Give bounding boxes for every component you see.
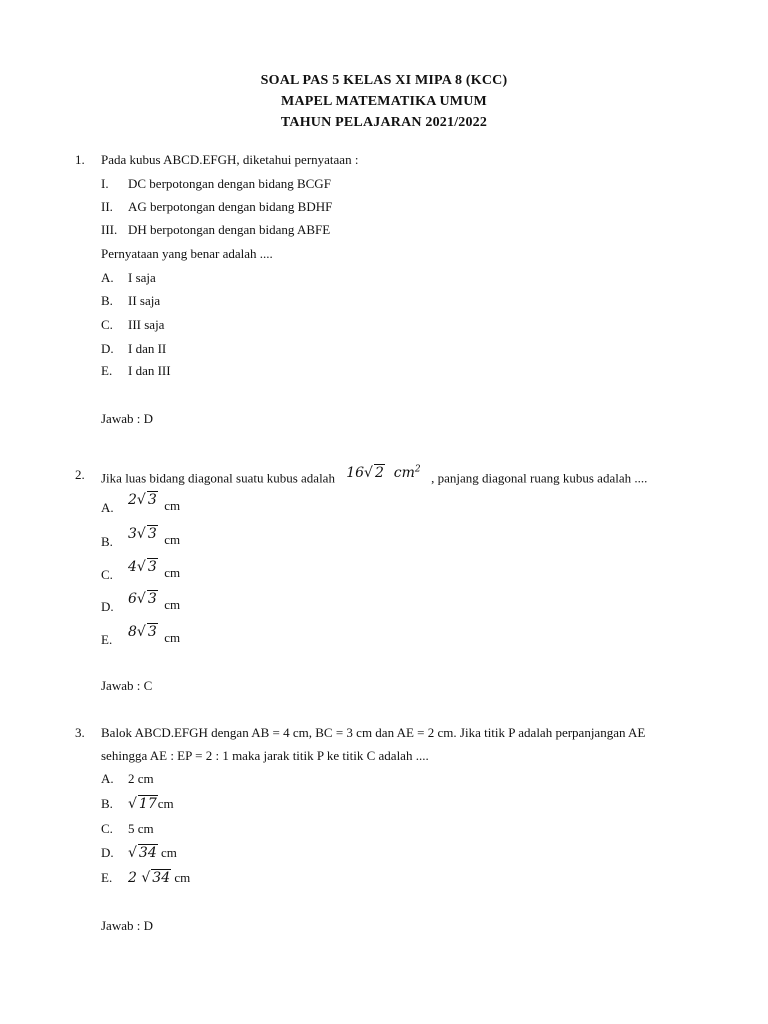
option-unit: cm: [161, 845, 177, 860]
question-number: 1.: [75, 152, 85, 167]
sqrt-symbol: √ 3: [136, 526, 157, 542]
option-text: 2 cm: [128, 771, 154, 786]
math-coefficient: 6: [128, 591, 137, 607]
prompt-text: Pernyataan yang benar adalah ....: [101, 246, 273, 261]
math-coefficient: 2: [128, 492, 137, 508]
answer-text: Jawab : D: [101, 918, 153, 933]
statement-label: I.: [101, 176, 109, 191]
header-title: SOAL PAS 5 KELAS XI MIPA 8 (KCC): [260, 73, 508, 88]
math-coefficient: 8: [128, 624, 137, 640]
option-label: E.: [101, 870, 113, 885]
option-unit: cm: [164, 630, 181, 645]
option-label: E.: [101, 363, 113, 378]
sqrt-symbol: √ 3: [136, 559, 157, 575]
sqrt-symbol: √ 17: [128, 796, 157, 812]
option-label: B.: [101, 534, 113, 549]
option-math: [128, 796, 174, 812]
math-unit: cm: [393, 464, 415, 481]
option-unit: cm: [164, 498, 181, 513]
option-unit: cm: [157, 796, 174, 811]
math-radicand: 34: [152, 870, 171, 886]
option-text: II saja: [128, 293, 161, 308]
option-label: D.: [101, 341, 114, 356]
header-subject: MAPEL MATEMATIKA UMUM: [281, 94, 487, 109]
option-unit: cm: [164, 597, 181, 612]
statement-text: AG berpotongan dengan bidang BDHF: [128, 199, 333, 214]
option-label: C.: [101, 567, 113, 582]
question-stem: [101, 464, 648, 487]
sqrt-symbol: √ 3: [136, 492, 157, 508]
stem-text-after: , panjang diagonal ruang kubus adalah ....: [431, 470, 648, 486]
question-stem-line-1: Balok ABCD.EFGH dengan AB = 4 cm, BC = 3 cm dan AE = 2 cm. Jika titik P adalah perpanjangan AE: [101, 725, 646, 740]
statement-text: DC berpotongan dengan bidang BCGF: [128, 176, 331, 191]
math-exponent: 2: [414, 464, 421, 474]
sqrt-symbol: √ 34: [128, 845, 157, 861]
option-label: D.: [101, 599, 114, 614]
sqrt-symbol: √ 3: [136, 624, 157, 640]
option-text: III saja: [128, 317, 165, 332]
math-expression: [346, 465, 425, 481]
option-label: D.: [101, 845, 114, 860]
question-stem-line-2: sehingga AE : EP = 2 : 1 maka jarak titik P ke titik C adalah ....: [101, 748, 429, 763]
math-radicand: 3: [147, 492, 157, 508]
option-text: 5 cm: [128, 821, 154, 836]
option-math: [128, 559, 181, 581]
math-coefficient: 16: [346, 464, 365, 481]
statement-label: II.: [101, 199, 113, 214]
option-label: B.: [101, 796, 113, 811]
option-label: A.: [101, 771, 114, 786]
sqrt-symbol: √ 2: [364, 464, 384, 481]
math-coefficient: 2: [128, 870, 137, 886]
math-radicand: 2: [374, 464, 384, 481]
math-radicand: 3: [147, 624, 157, 640]
option-label: A.: [101, 270, 114, 285]
option-unit: cm: [174, 870, 191, 885]
math-radicand: 17: [138, 796, 157, 812]
question-number: 2.: [75, 467, 85, 482]
answer-text: Jawab : C: [101, 678, 153, 693]
option-math: [128, 845, 177, 861]
option-math: [128, 492, 181, 514]
option-math: [128, 870, 190, 886]
option-text: I dan II: [128, 341, 167, 356]
option-label: E.: [101, 632, 113, 647]
option-math: [128, 591, 181, 613]
header-year: TAHUN PELAJARAN 2021/2022: [280, 115, 488, 130]
math-coefficient: 4: [128, 559, 137, 575]
option-label: C.: [101, 821, 113, 836]
option-label: C.: [101, 317, 113, 332]
option-label: B.: [101, 293, 113, 308]
math-radicand: 34: [138, 845, 157, 861]
option-text: I saja: [128, 270, 156, 285]
document-header: [0, 70, 768, 133]
option-unit: cm: [164, 532, 181, 547]
sqrt-symbol: √ 3: [136, 591, 157, 607]
option-text: I dan III: [128, 363, 171, 378]
question-number: 3.: [75, 725, 85, 740]
math-coefficient: 3: [128, 526, 137, 542]
sqrt-symbol: √ 34: [141, 870, 171, 886]
stem-text-before: Jika luas bidang diagonal suatu kubus adalah: [101, 470, 335, 486]
math-radicand: 3: [147, 526, 157, 542]
question-stem: Pada kubus ABCD.EFGH, diketahui pernyataan :: [101, 152, 359, 167]
statement-text: DH berpotongan dengan bidang ABFE: [128, 222, 331, 237]
option-unit: cm: [164, 565, 181, 580]
option-label: A.: [101, 500, 114, 515]
answer-text: Jawab : D: [101, 411, 153, 426]
math-radicand: 3: [147, 559, 157, 575]
statement-label: III.: [101, 222, 118, 237]
math-radicand: 3: [147, 591, 157, 607]
option-math: [128, 526, 181, 548]
option-math: [128, 624, 181, 646]
